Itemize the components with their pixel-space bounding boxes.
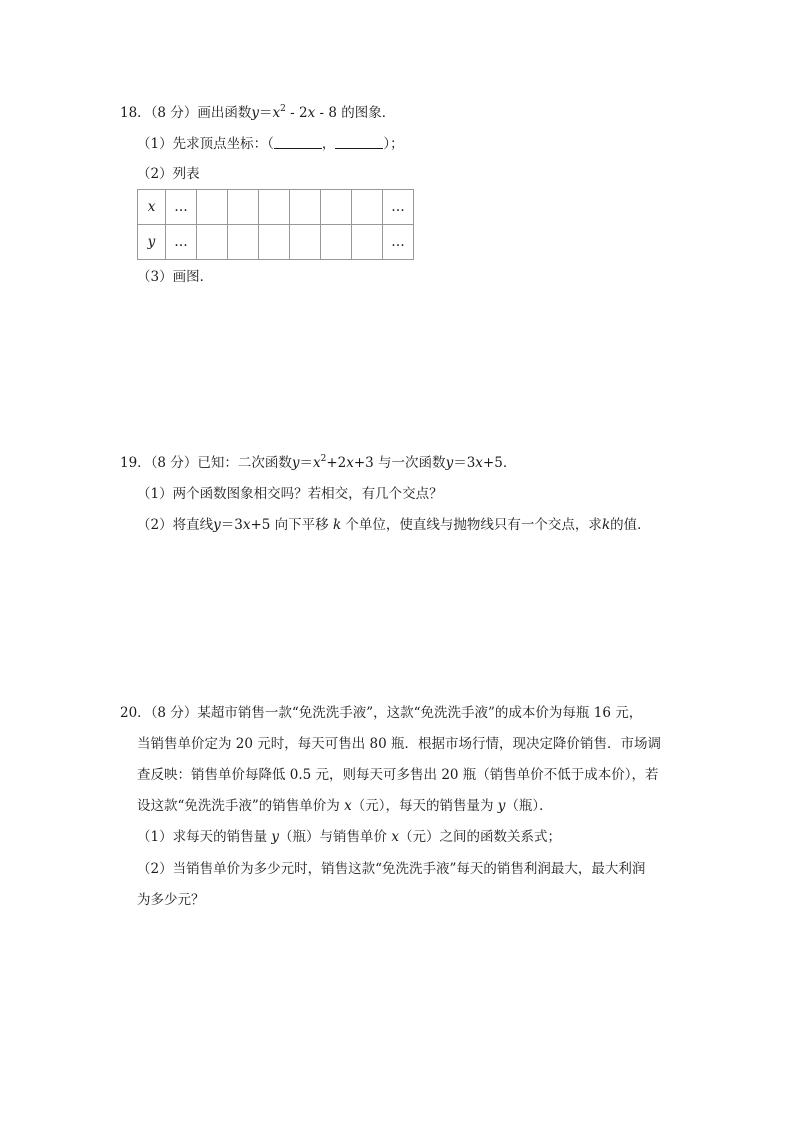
q19-part2-end: 的值． [610, 517, 651, 533]
q18-var-x: x [272, 105, 281, 121]
q18-exponent: 2 [280, 104, 286, 114]
q19-var-x2: x [346, 455, 354, 471]
table-cell-ellipsis: … [166, 225, 197, 260]
table-cell[interactable] [321, 190, 352, 225]
q18-var-x2: x [307, 105, 316, 121]
q19-var-x3: x [475, 455, 483, 471]
q20-part1 [137, 828, 561, 846]
q19-term-5: +5 [482, 455, 503, 471]
q20-part1-var-y: y [271, 829, 280, 845]
table-header-y: y [138, 225, 166, 260]
q18-score: （8 分） [150, 105, 198, 121]
q19-equals2: ＝ [453, 455, 467, 471]
q19-part2-var-y: y [213, 517, 221, 533]
q20-part1-c: （元）之间的函数关系式； [398, 829, 561, 845]
q20-part1-var-x: x [391, 829, 399, 845]
q19-term-3: +3 [353, 455, 374, 471]
q19-part2-coef: 3 [234, 517, 243, 533]
q19-part2-var-x: x [242, 517, 251, 533]
table-cell[interactable] [352, 190, 383, 225]
q18-part1 [137, 135, 404, 153]
q19-part2 [137, 516, 651, 534]
q20-line4 [137, 797, 553, 815]
table-cell[interactable] [228, 225, 259, 260]
q19-text: 已知：二次函数 [197, 455, 292, 471]
q18-part2: （2）列表 [137, 166, 200, 182]
q19-part2-text: （2）将直线 [137, 517, 214, 533]
q18-part3: （3）画图． [137, 269, 214, 285]
table-cell[interactable] [228, 190, 259, 225]
answer-blank-x[interactable] [274, 136, 322, 149]
table-cell[interactable] [259, 190, 290, 225]
q18-number: 18． [120, 105, 151, 121]
q19-part2-term: +5 [250, 517, 271, 533]
answer-blank-y[interactable] [335, 136, 383, 149]
q19-var-y: y [291, 455, 300, 471]
q18-term-8: - 8 [315, 105, 337, 121]
q19-exponent: 2 [320, 454, 327, 464]
q20-part2-line2: 为多少元？ [137, 892, 205, 908]
table-cell-ellipsis: … [166, 190, 197, 225]
table-cell[interactable] [197, 225, 228, 260]
q19-var-y2: y [445, 455, 454, 471]
table-cell[interactable] [321, 225, 352, 260]
q18-term-2: - 2 [285, 105, 308, 121]
table-row-x [138, 190, 414, 225]
table-cell[interactable] [352, 225, 383, 260]
q20-line2: 当销售单价定为 20 元时，每天可售出 80 瓶．根据市场行情，现决定降价销售．市场调 [137, 736, 662, 752]
table-cell[interactable] [290, 225, 321, 260]
q19-stem [120, 454, 516, 472]
q18-text-end: 的图象． [336, 105, 396, 121]
q19-score: （8 分） [150, 455, 198, 471]
q20-text-4a: 设这款“免洗洗手液”的销售单价为 [137, 798, 345, 814]
q20-var-y: y [497, 798, 506, 814]
q19-equals: ＝ [299, 455, 313, 471]
q18-part1-label: （1）先求顶点坐标：（ [137, 136, 274, 152]
q20-var-x: x [344, 798, 352, 814]
q18-part1-end: ）； [383, 136, 404, 152]
table-cell[interactable] [259, 225, 290, 260]
q20-score: （8 分） [150, 705, 198, 721]
q19-part1: （1）两个函数图象相交吗？若相交，有几个交点？ [137, 486, 443, 502]
q19-part2-var-k2: k [601, 517, 611, 533]
q19-part2-equals: ＝ [220, 517, 235, 533]
table-cell[interactable] [290, 190, 321, 225]
q20-text-4b: （元），每天的销售量为 [351, 798, 498, 814]
q20-part1-a: （1）求每天的销售量 [137, 829, 272, 845]
q18-text: 画出函数 [197, 105, 252, 121]
q19-term-2: +2 [326, 455, 347, 471]
q18-equals: ＝ [258, 105, 273, 121]
q19-part2-var-k: k [332, 517, 342, 533]
q20-part1-b: （瓶）与销售单价 [279, 829, 392, 845]
q20-part2-line1: （2）当销售单价为多少元时，销售这款“免洗洗手液”每天的销售利润最大，最大利润 [137, 861, 646, 877]
q20-text-4c: （瓶）． [505, 798, 553, 814]
q20-line1 [120, 704, 642, 722]
q19-text-mid: 与一次函数 [373, 455, 446, 471]
q18-stem [120, 104, 395, 122]
table-row-y [138, 225, 414, 260]
table-header-x: x [138, 190, 166, 225]
q19-part2-cond: 个单位，使直线与抛物线只有一个交点，求 [341, 517, 602, 533]
q20-number: 20． [120, 705, 151, 721]
q19-part2-shift: 向下平移 [270, 517, 333, 533]
q18-part1-comma: ， [321, 136, 336, 152]
table-cell[interactable] [197, 190, 228, 225]
table-cell-ellipsis: … [383, 190, 414, 225]
q19-coef-3: 3 [466, 455, 476, 471]
q19-var-x: x [312, 455, 321, 471]
table-cell-ellipsis: … [383, 225, 414, 260]
value-table [137, 189, 414, 260]
q19-period: ． [502, 455, 517, 471]
q20-line3: 查反映：销售单价每降低 0.5 元，则每天可多售出 20 瓶（销售单价不低于成本价），若 [137, 767, 659, 783]
q20-text-1: 某超市销售一款“免洗洗手液”，这款“免洗洗手液”的成本价为每瓶 16 元， [197, 705, 643, 721]
q19-number: 19． [120, 455, 151, 471]
q18-var-y: y [251, 105, 259, 121]
